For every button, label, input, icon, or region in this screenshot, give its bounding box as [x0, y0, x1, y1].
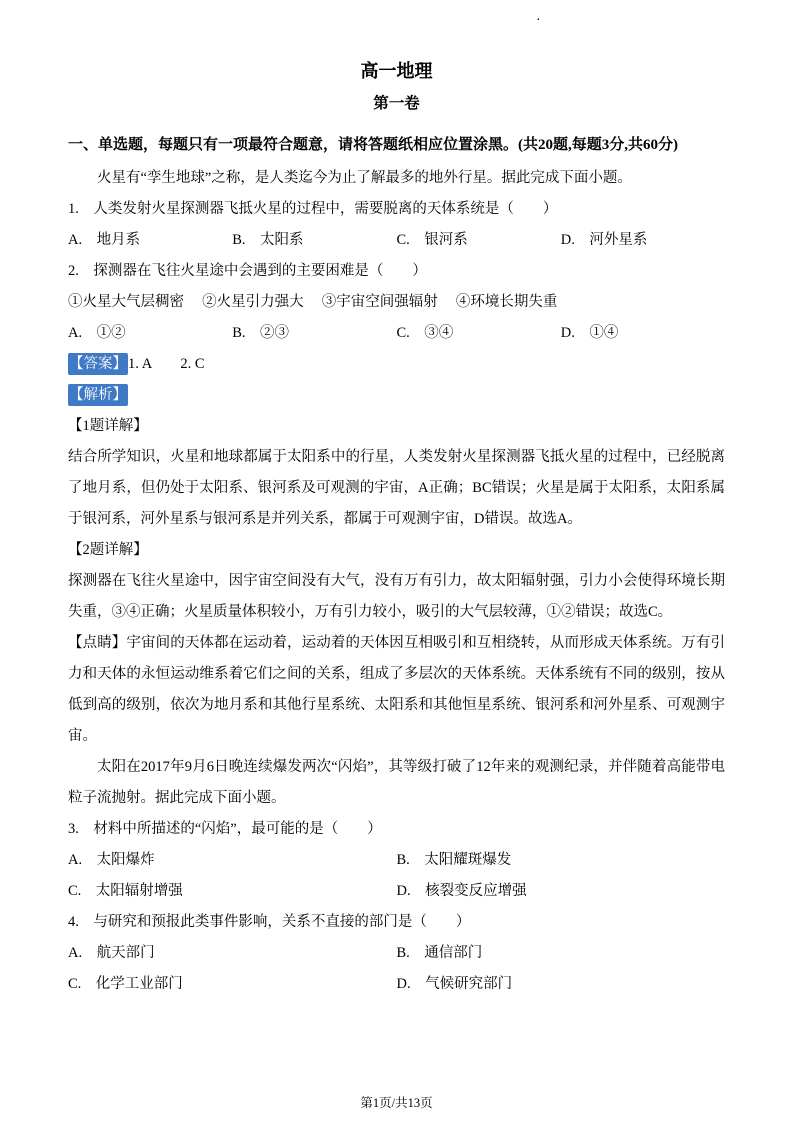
question-2-stem: 2. 探测器在飞往火星途中会遇到的主要困难是（ ） — [68, 263, 427, 279]
question-3-option-d: D. 核裂变反应增强 — [396, 883, 527, 899]
question-1-option-a: A. 地月系 — [68, 232, 141, 248]
detail-1-heading: 【1题详解】 — [68, 418, 148, 434]
detail-2-body: 探测器在飞往火星途中，因宇宙空间没有大气，没有万有引力，故太阳辐射强，引力小会使得环境长期失重，③④正确；火星质量体积较小，万有引力较小，吸引的大气层较薄，①②错误；故选C。 — [68, 573, 725, 620]
volume-title: 第一卷 — [373, 95, 420, 112]
tips-paragraph: 【点睛】宇宙间的天体都在运动着，运动着的天体因互相吸引和互相绕转，从而形成天体系统。万有引力和天体的永恒运动维系着它们之间的关系，组成了多层次的天体系统。天体系统有不同的级别，按从低到高的级别，依次为地月系和其他行星系统、太阳系和其他恒星系统、银河系和河外星系、可观测宇宙。 — [68, 635, 725, 744]
answer-line — [68, 349, 725, 380]
page-title: 高一地理 — [360, 61, 433, 81]
question-4-option-d: D. 气候研究部门 — [396, 976, 513, 992]
question-2-options — [68, 318, 725, 349]
question-2-option-d: D. ①④ — [560, 325, 619, 341]
question-2-items: ①火星大气层稠密 ②火星引力强大 ③宇宙空间强辐射 ④环境长期失重 — [68, 294, 558, 310]
question-4-stem: 4. 与研究和预报此类事件影响，关系不直接的部门是（ ） — [68, 914, 471, 930]
analysis-badge: 【解析】 — [68, 384, 128, 406]
detail-1-body: 结合所学知识，火星和地球都属于太阳系中的行星，人类发射火星探测器飞抵火星的过程中，已经脱离了地月系，但仍处于太阳系、银河系及可观测的宇宙，A正确；BC错误；火星是属于太阳系，太阳系属于银河系，河外星系与银河系是并列关系，都属于可观测宇宙，D错误。故选A。 — [68, 449, 725, 527]
page-footer: 第1页/共13页 — [360, 1096, 433, 1110]
question-3-option-a: A. 太阳爆炸 — [68, 852, 155, 868]
question-4-options — [68, 938, 725, 1000]
question-2-option-c: C. ③④ — [396, 325, 454, 341]
question-4-option-a: A. 航天部门 — [68, 945, 155, 961]
question-1-option-c: C. 银河系 — [396, 232, 468, 248]
question-1-stem: 1. 人类发射火星探测器飞抵火星的过程中，需要脱离的天体系统是（ ） — [68, 201, 558, 217]
question-4-option-c: C. 化学工业部门 — [68, 976, 183, 992]
answer-text: 1. A 2. C — [128, 356, 205, 372]
question-4-option-b: B. 通信部门 — [396, 945, 483, 961]
question-2-option-b: B. ②③ — [232, 325, 290, 341]
question-1-option-b: B. 太阳系 — [232, 232, 304, 248]
question-3-option-b: B. 太阳耀斑爆发 — [396, 852, 512, 868]
question-3-stem: 3. 材料中所描述的“闪焰”，最可能的是（ ） — [68, 821, 382, 837]
question-1-options — [68, 225, 725, 256]
answer-badge: 【答案】 — [68, 353, 128, 375]
page-mark-dot: · — [536, 13, 541, 28]
question-2-option-a: A. ①② — [68, 325, 126, 341]
section-heading: 一、单选题，每题只有一项最符合题意，请将答题纸相应位置涂黑。(共20题,每题3分,共60分) — [68, 137, 678, 153]
detail-2-heading: 【2题详解】 — [68, 542, 148, 558]
analysis-line — [68, 380, 725, 411]
passage-2: 太阳在2017年9月6日晚连续爆发两次“闪焰”，其等级打破了12年来的观测纪录，并伴随着高能带电粒子流抛射。据此完成下面小题。 — [68, 759, 725, 806]
question-3-option-c: C. 太阳辐射增强 — [68, 883, 183, 899]
passage-1: 火星有“孪生地球”之称，是人类迄今为止了解最多的地外行星。据此完成下面小题。 — [97, 170, 632, 186]
question-1-option-d: D. 河外星系 — [560, 232, 648, 248]
question-3-options — [68, 845, 725, 907]
